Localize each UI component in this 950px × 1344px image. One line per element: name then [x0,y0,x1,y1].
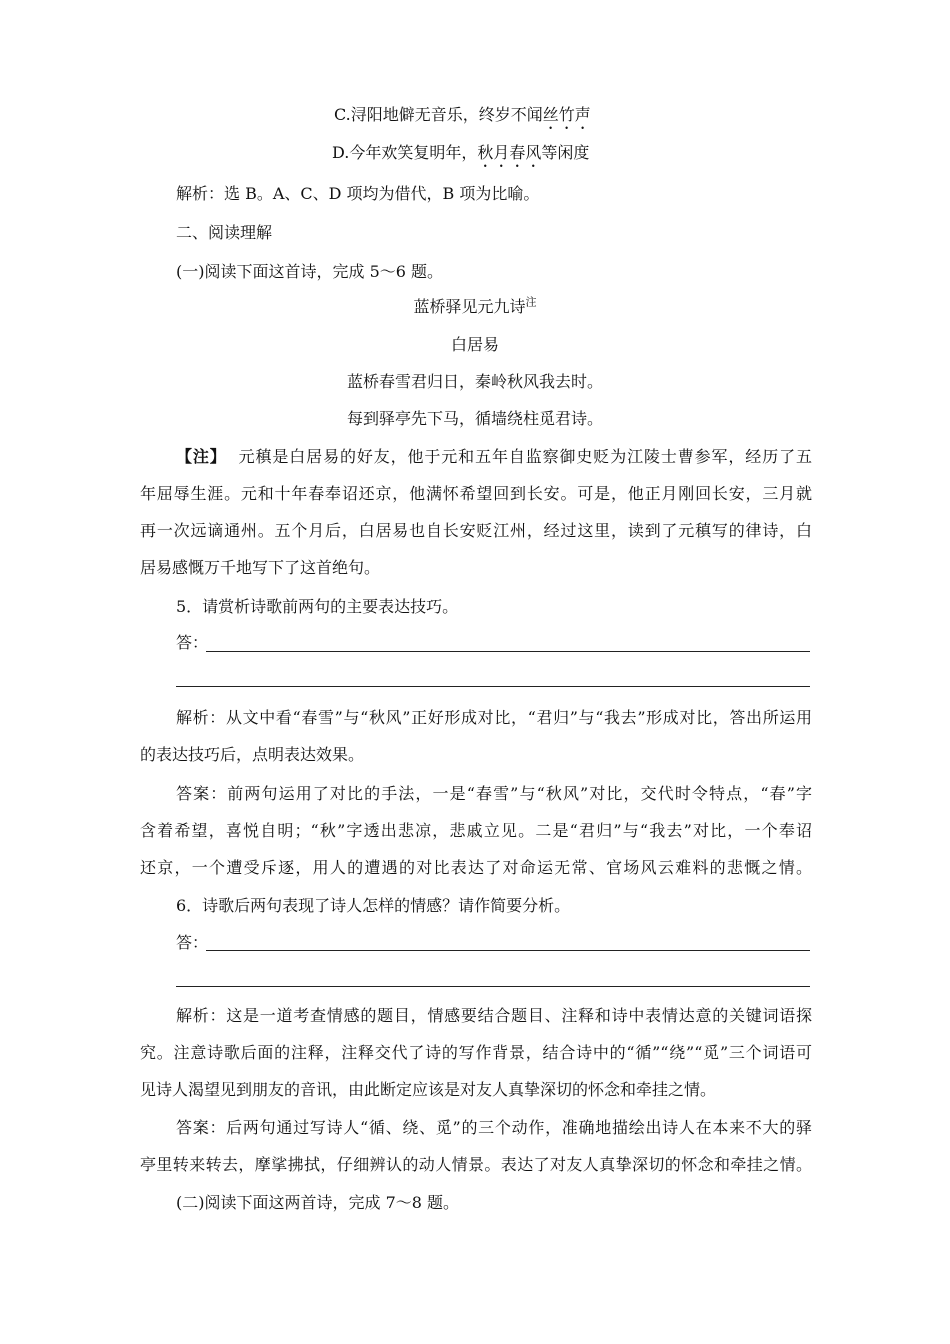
option-c-dotted: 丝竹声 [542,105,591,124]
analysis-choice: 解析：选 B。A、C、D 项均为借代，B 项为比喻。 [176,184,540,203]
note-label: 【注】 [176,447,227,466]
q6-answer-blank-2[interactable] [176,986,810,987]
question-6: 6．诗歌后两句表现了诗人怎样的情感？请作简要分析。 [176,896,571,915]
note-line-4: 居易感慨万千地写下了这首绝句。 [140,558,381,577]
note-line-1 [176,446,812,468]
q6-analysis-line-2: 究。注意诗歌后面的注释，注释交代了诗的写作背景，结合诗中的“循”“绕”“觅”三个词语可 [140,1043,812,1062]
q6-answer-line-1: 答案：后两句通过写诗人“循、绕、觅”的三个动作，准确地描绘出诗人在本来不大的驿 [176,1118,812,1137]
q5-answer-blank-1[interactable] [206,651,810,652]
poem-author: 白居易 [450,335,499,354]
poem-note-mark: 注 [525,295,537,309]
subsection-heading: (一)阅读下面这首诗，完成 5～6 题。 [176,262,444,281]
q6-answer-blank-1[interactable] [206,950,810,951]
poem-title-text: 蓝桥驿见元九诗 [413,297,526,316]
note-line-2: 年屈辱生涯。元和十年春奉诏还京，他满怀希望回到长安。可是，他正月刚回长安，三月就 [140,484,812,503]
q6-answer-line-2: 亭里转来转去，摩挲拂拭，仔细辨认的动人情景。表达了对友人真挚深切的怀念和牵挂之情。 [140,1155,812,1174]
note-line-1-text: 元稹是白居易的好友，他于元和五年自监察御史贬为江陵士曹参军，经历了五 [238,447,812,466]
subsection-heading-2: (二)阅读下面这两首诗，完成 7～8 题。 [176,1193,460,1212]
option-c [334,104,591,133]
q5-analysis-line-2: 的表达技巧后，点明表达效果。 [140,745,365,764]
q6-analysis-line-3: 见诗人渴望见到朋友的音讯，由此断定应该是对友人真挚深切的怀念和牵挂之情。 [140,1080,717,1099]
note-line-3: 再一次远谪通州。五个月后，白居易也自长安贬江州，经过这里，读到了元稹写的律诗，白 [140,521,812,540]
q5-answer-line-3: 还京，一个遭受斥逐，用人的遭遇的对比表达了对命运无常、官场风云难料的悲慨之情。 [140,858,812,877]
q5-answer-blank-2[interactable] [176,686,810,687]
poem-title [0,296,950,318]
q5-answer-line-2: 含着希望，喜悦自明；“秋”字透出悲凉，悲戚立见。二是“君归”与“我去”对比，一个奉诏 [140,821,812,840]
option-d-text: D.今年欢笑复明年， [332,143,478,162]
question-5: 5．请赏析诗歌前两句的主要表达技巧。 [176,597,459,616]
q5-answer-label: 答： [176,633,209,652]
option-c-text: C.浔阳地僻无音乐，终岁不闻 [334,105,543,124]
q6-answer-label: 答： [176,933,209,952]
option-d [332,142,589,171]
section-heading: 二、阅读理解 [176,223,273,242]
q5-answer-line-1: 答案：前两句运用了对比的手法，一是“春雪”与“秋风”对比，交代时令特点，“春”字 [176,784,812,803]
poem-line-1: 蓝桥春雪君归日，秦岭秋风我去时。 [346,372,603,391]
q5-analysis-line-1: 解析：从文中看“春雪”与“秋风”正好形成对比，“君归”与“我去”形成对比，答出所运用 [176,708,812,727]
option-d-tail: 等闲度 [541,143,590,162]
option-d-dotted: 秋月春风 [477,143,542,162]
q6-analysis-line-1: 解析：这是一道考查情感的题目，情感要结合题目、注释和诗中表情达意的关键词语探 [176,1006,812,1025]
poem-line-2: 每到驿亭先下马，循墙绕柱觅君诗。 [346,409,603,428]
